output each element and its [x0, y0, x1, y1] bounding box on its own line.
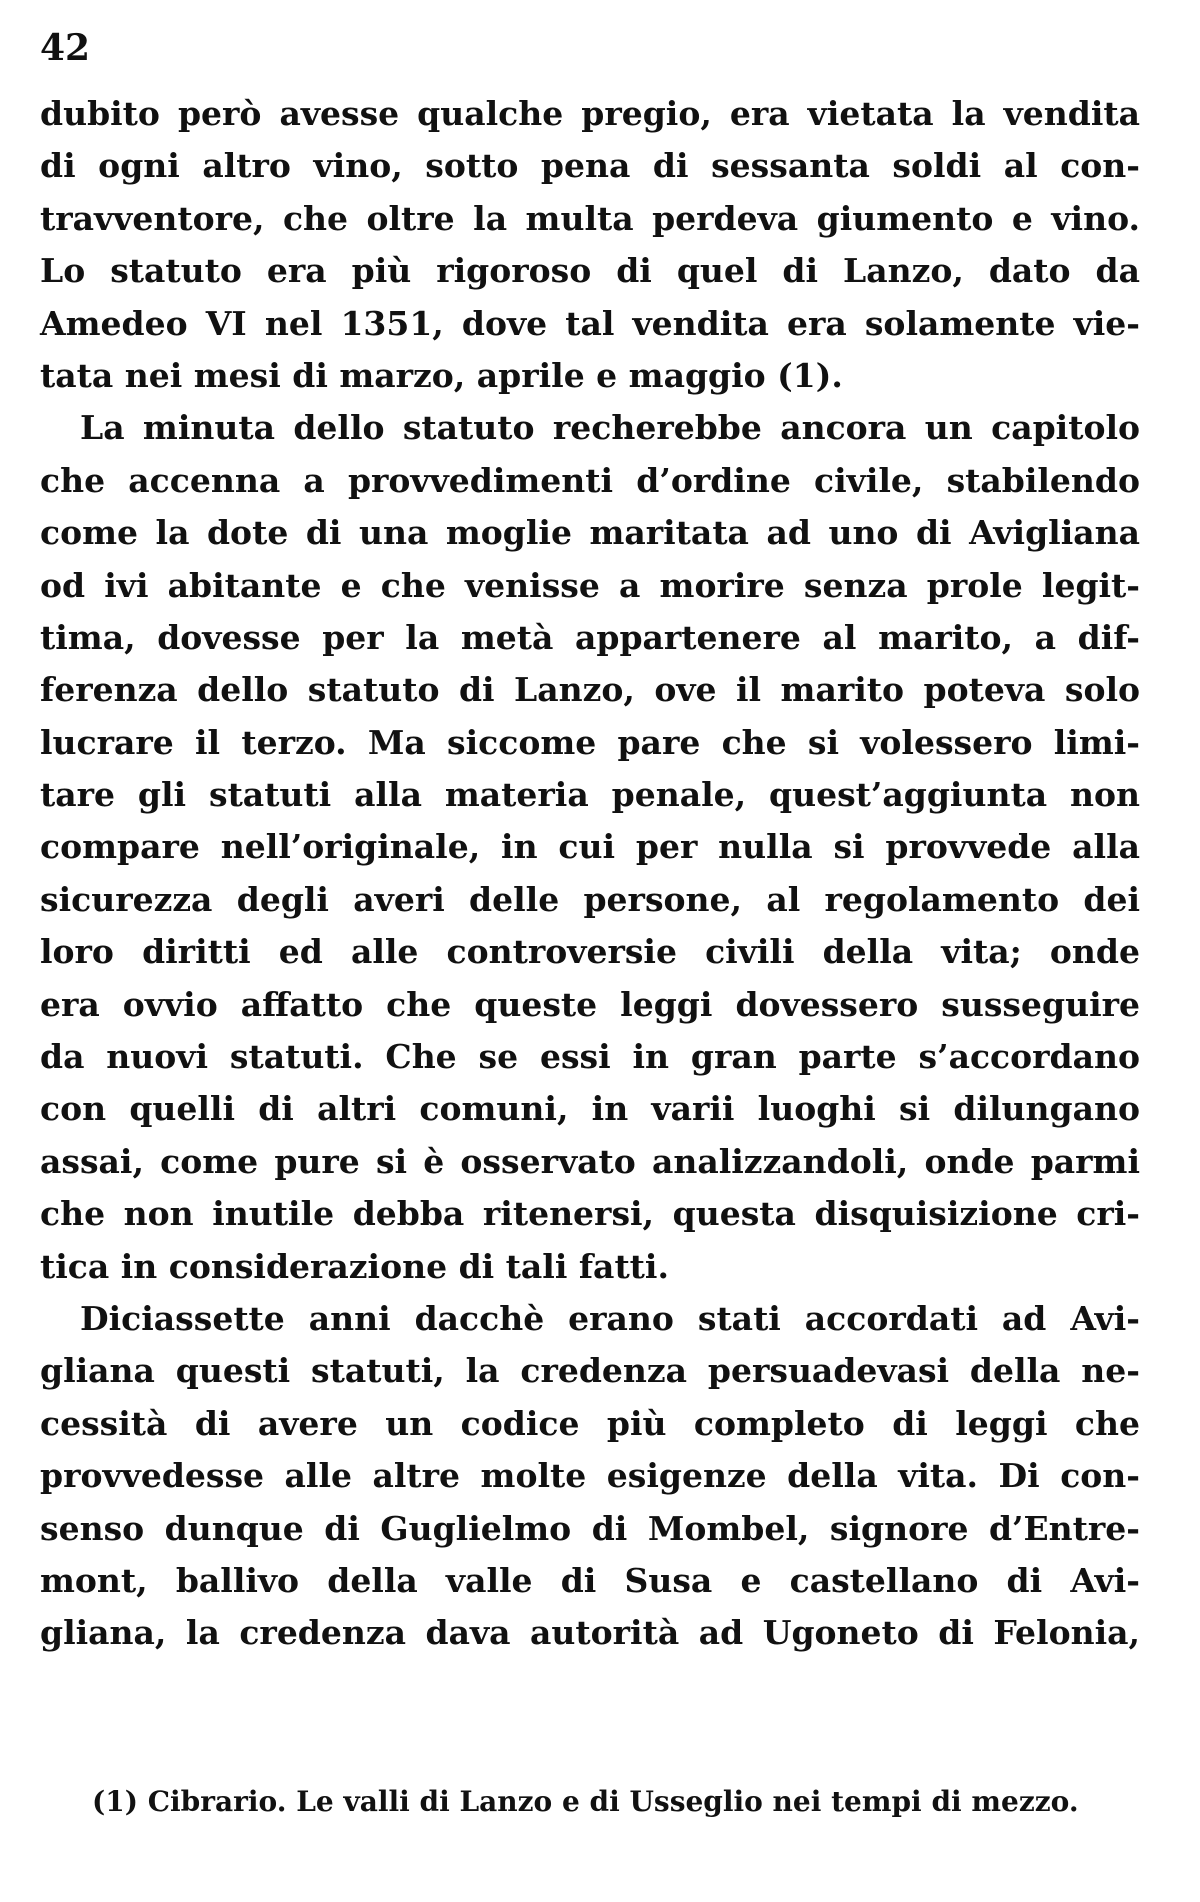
text-line: Diciassette anni dacchè erano stati accordati ad Avi- — [80, 1298, 1140, 1338]
text-line: gliana, la credenza dava autorità ad Ugoneto di Felonia, — [40, 1613, 1140, 1653]
text-line: assai, come pure si è osservato analizzandoli, onde parmi — [40, 1141, 1140, 1181]
text-line: travventore, che oltre la multa perdeva giumento e vino. — [40, 198, 1140, 238]
text-line: compare nell’originale, in cui per nulla si provvede alla — [40, 827, 1140, 867]
text-line: di ogni altro vino, sotto pena di sessanta soldi al con- — [40, 146, 1140, 186]
page-number: 42 — [40, 27, 91, 69]
text-line: Amedeo VI nel 1351, dove tal vendita era solamente vie- — [40, 303, 1140, 343]
text-line: La minuta dello statuto recherebbe ancora un capitolo — [80, 408, 1140, 448]
text-line: tata nei mesi di marzo, aprile e maggio (1). — [40, 355, 843, 395]
text-line: mont, ballivo della valle di Susa e castellano di Avi- — [40, 1560, 1140, 1600]
text-line: sicurezza degli averi delle persone, al regolamento dei — [40, 879, 1140, 919]
text-line: tima, dovesse per la metà appartenere al marito, a dif- — [40, 617, 1140, 657]
text-line: cessità di avere un codice più completo di leggi che — [40, 1403, 1140, 1443]
text-line: gliana questi statuti, la credenza persuadevasi della ne- — [40, 1351, 1140, 1391]
footnote: (1) Cibrario. Le valli di Lanzo e di Usseglio nei tempi di mezzo. — [92, 1785, 1079, 1818]
text-line: da nuovi statuti. Che se essi in gran parte s’accordano — [40, 1037, 1140, 1077]
text-line: od ivi abitante e che venisse a morire senza prole legit- — [40, 565, 1140, 605]
text-line: senso dunque di Guglielmo di Mombel, signore d’Entre- — [40, 1508, 1140, 1548]
text-line: provvedesse alle altre molte esigenze della vita. Di con- — [40, 1456, 1140, 1496]
text-line: tare gli statuti alla materia penale, quest’aggiunta non — [40, 775, 1140, 815]
text-line: loro diritti ed alle controversie civili della vita; onde — [40, 932, 1140, 972]
text-line: dubito però avesse qualche pregio, era vietata la vendita — [40, 94, 1140, 133]
text-line: che non inutile debba ritenersi, questa disquisizione cri- — [40, 1194, 1140, 1234]
body-text — [40, 88, 1140, 1660]
text-line: tica in considerazione di tali fatti. — [40, 1246, 669, 1286]
text-line: lucrare il terzo. Ma siccome pare che si volessero limi- — [40, 722, 1140, 762]
text-line: come la dote di una moglie maritata ad uno di Avigliana — [40, 513, 1140, 553]
text-line: con quelli di altri comuni, in varii luoghi si dilungano — [40, 1089, 1140, 1129]
text-line: che accenna a provvedimenti d’ordine civile, stabilendo — [40, 460, 1140, 500]
text-line: era ovvio affatto che queste leggi dovessero susseguire — [40, 984, 1140, 1024]
text-line: Lo statuto era più rigoroso di quel di Lanzo, dato da — [40, 251, 1140, 291]
text-line: ferenza dello statuto di Lanzo, ove il marito poteva solo — [40, 670, 1140, 710]
